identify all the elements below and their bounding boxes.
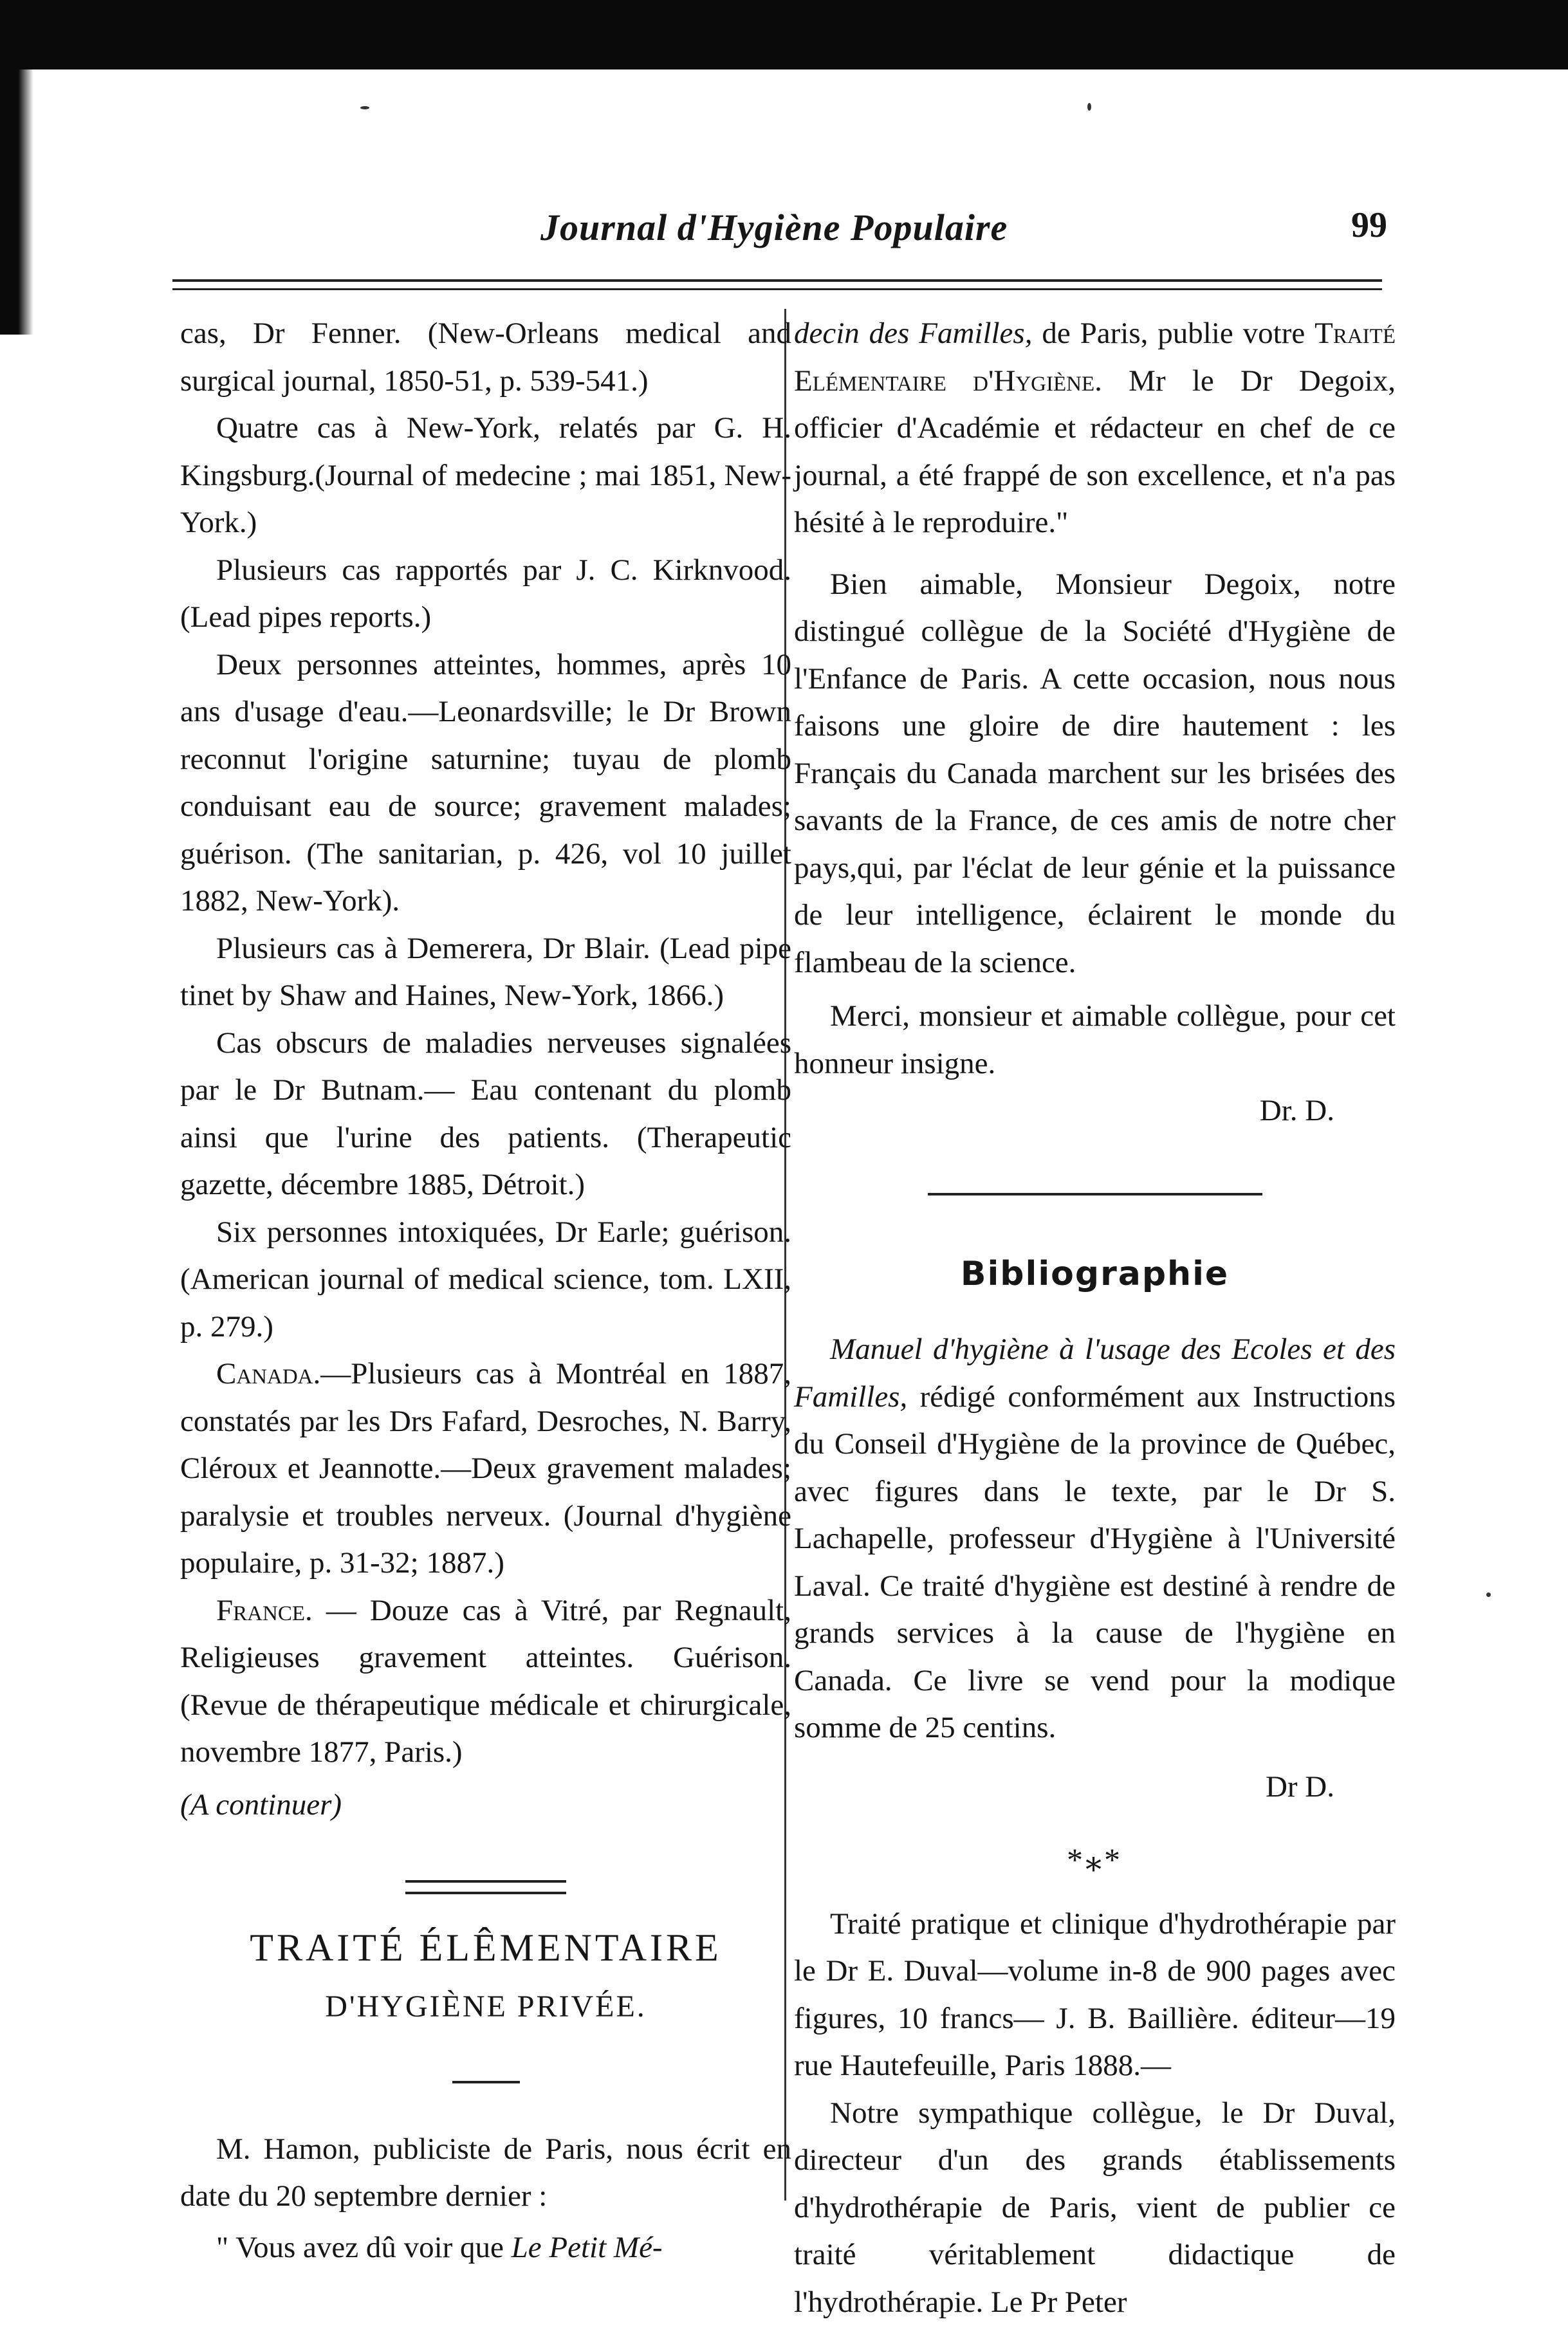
paragraph: Traité pratique et clinique d'hydrothérapie par le Dr E. Duval—volume in-8 de 900 pages avec figures, 10 francs— J. B. Baillière. éditeur—19 rue Hautefeuille, Paris 1888.— xyxy=(794,1901,1396,2090)
section-title: TRAITÉ ÉLÊMENTAIRE xyxy=(180,1920,791,1975)
paragraph-text: de Paris, publie votre xyxy=(1032,317,1314,350)
paragraph: Plusieurs cas à Demerera, Dr Blair. (Lead pipe tinet by Shaw and Haines, New-York, 1866.) xyxy=(180,925,791,1020)
bibliography-heading: Bibliographie xyxy=(794,1251,1396,1298)
paragraph-text: " Vous avez dû voir que xyxy=(216,2231,512,2264)
header-rule xyxy=(172,279,1382,282)
book-title: Manuel d'hygiène à l'usage des Ecoles et des Familles, xyxy=(794,1333,1396,1414)
section-divider xyxy=(928,1193,1262,1195)
paragraph xyxy=(794,310,1396,547)
paragraph: cas, Dr Fenner. (New-Orleans medical and surgical journal, 1850-51, p. 539-541.) xyxy=(180,310,791,405)
to-be-continued: (A continuer) xyxy=(180,1782,791,1829)
header-rule xyxy=(172,288,1382,290)
section-divider xyxy=(405,1880,566,1894)
running-head: Journal d'Hygiène Populaire xyxy=(540,206,1008,249)
paragraph: Six personnes intoxiquées, Dr Earle; guérison. (American journal of medical science, tom. LXII, p. 279.) xyxy=(180,1209,791,1351)
paragraph xyxy=(180,2224,791,2272)
paragraph-text: — Douze cas à Vitré, par Regnault, Religieuses gravement atteintes. Guérison. (Revue de thérapeutique médicale et chirurgicale, novembre 1877, Paris.) xyxy=(180,1594,791,1769)
scan-speck xyxy=(1486,1592,1491,1597)
paragraph: Deux personnes atteintes, hommes, après 10 ans d'usage d'eau.—Leonardsville; le Dr Brown reconnut l'origine saturnine; tuyau de plomb conduisant eau de source; gravement malades; guérison. (The sanitarian, p. 426, vol 10 juillet 1882, New-York). xyxy=(180,641,791,925)
paragraph: Bien aimable, Monsieur Degoix, notre distingué collègue de la Société d'Hygiène de l'Enfance de Paris. A cette occasion, nous nous faisons une gloire de dire hautement : les Français du Canada marchent sur les brisées des savants de la France, de ces amis de notre cher pays,qui, par l'éclat de leur génie et la puissance de leur intelligence, éclairent le monde du flambeau de la science. xyxy=(794,561,1396,987)
left-column xyxy=(180,310,791,2271)
right-column xyxy=(794,310,1396,2326)
paragraph-text: Mr le Dr Degoix, officier d'Académie et rédacteur en chef de ce journal, a été frappé de son excellence, et n'a pas hésité à le reproduire." xyxy=(794,364,1396,540)
scan-speck xyxy=(1087,103,1091,111)
book-title: Traité Elémentaire d'Hygiène. xyxy=(794,317,1396,398)
asterism: *⁎* xyxy=(794,1836,1396,1884)
region-label: France. xyxy=(216,1594,313,1627)
journal-title: Le Petit Mé- xyxy=(512,2231,663,2264)
paragraph-text: rédigé conformément aux Instructions du Conseil d'Hygiène de la province de Québec, avec figures dans le texte, par le Dr S. Lachapelle, professeur d'Hygiène à l'Université Laval. Ce traité d'hygiène est destiné à rendre de grands services à la cause de l'hygiène en Canada. Ce livre se vend pour la modique somme de 25 centins. xyxy=(794,1380,1396,1745)
short-divider xyxy=(452,2081,520,2083)
paragraph: Plusieurs cas rapportés par J. C. Kirknvood. (Lead pipes reports.) xyxy=(180,547,791,641)
paragraph: Cas obscurs de maladies nerveuses signalées par le Dr Butnam.— Eau contenant du plomb ainsi que l'urine des patients. (Therapeutic gazette, décembre 1885, Détroit.) xyxy=(180,1020,791,1209)
signature: Dr D. xyxy=(794,1764,1396,1811)
paragraph xyxy=(180,1587,791,1777)
journal-title: decin des Familles, xyxy=(794,317,1032,350)
paragraph: Merci, monsieur et aimable collègue, pour cet honneur insigne. xyxy=(794,993,1396,1087)
region-label: Canada. xyxy=(216,1357,320,1390)
paragraph-text: —Plusieurs cas à Montréal en 1887, constatés par les Drs Fafard, Desroches, N. Barry, Cléroux et Jeannotte.—Deux gravement malades; paralysie et troubles nerveux. (Journal d'hygiène populaire, p. 31-32; 1887.) xyxy=(180,1357,791,1580)
section-subtitle: D'HYGIÈNE PRIVÉE. xyxy=(180,1983,791,2031)
scan-speck xyxy=(360,106,369,109)
scan-border-left xyxy=(0,0,33,335)
paragraph: M. Hamon, publiciste de Paris, nous écrit en date du 20 septembre dernier : xyxy=(180,2126,791,2220)
paragraph: Notre sympathique collègue, le Dr Duval, directeur d'un des grands établissements d'hydrothérapie de Paris, vient de publier ce traité véritablement didactique de l'hydrothérapie. Le Pr Peter xyxy=(794,2090,1396,2326)
paragraph xyxy=(794,1326,1396,1752)
scan-border-top xyxy=(0,0,1568,69)
signature: Dr. D. xyxy=(794,1087,1396,1135)
page-number: 99 xyxy=(1351,205,1387,246)
paragraph xyxy=(180,1351,791,1587)
paragraph: Quatre cas à New-York, relatés par G. H. Kingsburg.(Journal of medecine ; mai 1851, New-York.) xyxy=(180,405,791,547)
